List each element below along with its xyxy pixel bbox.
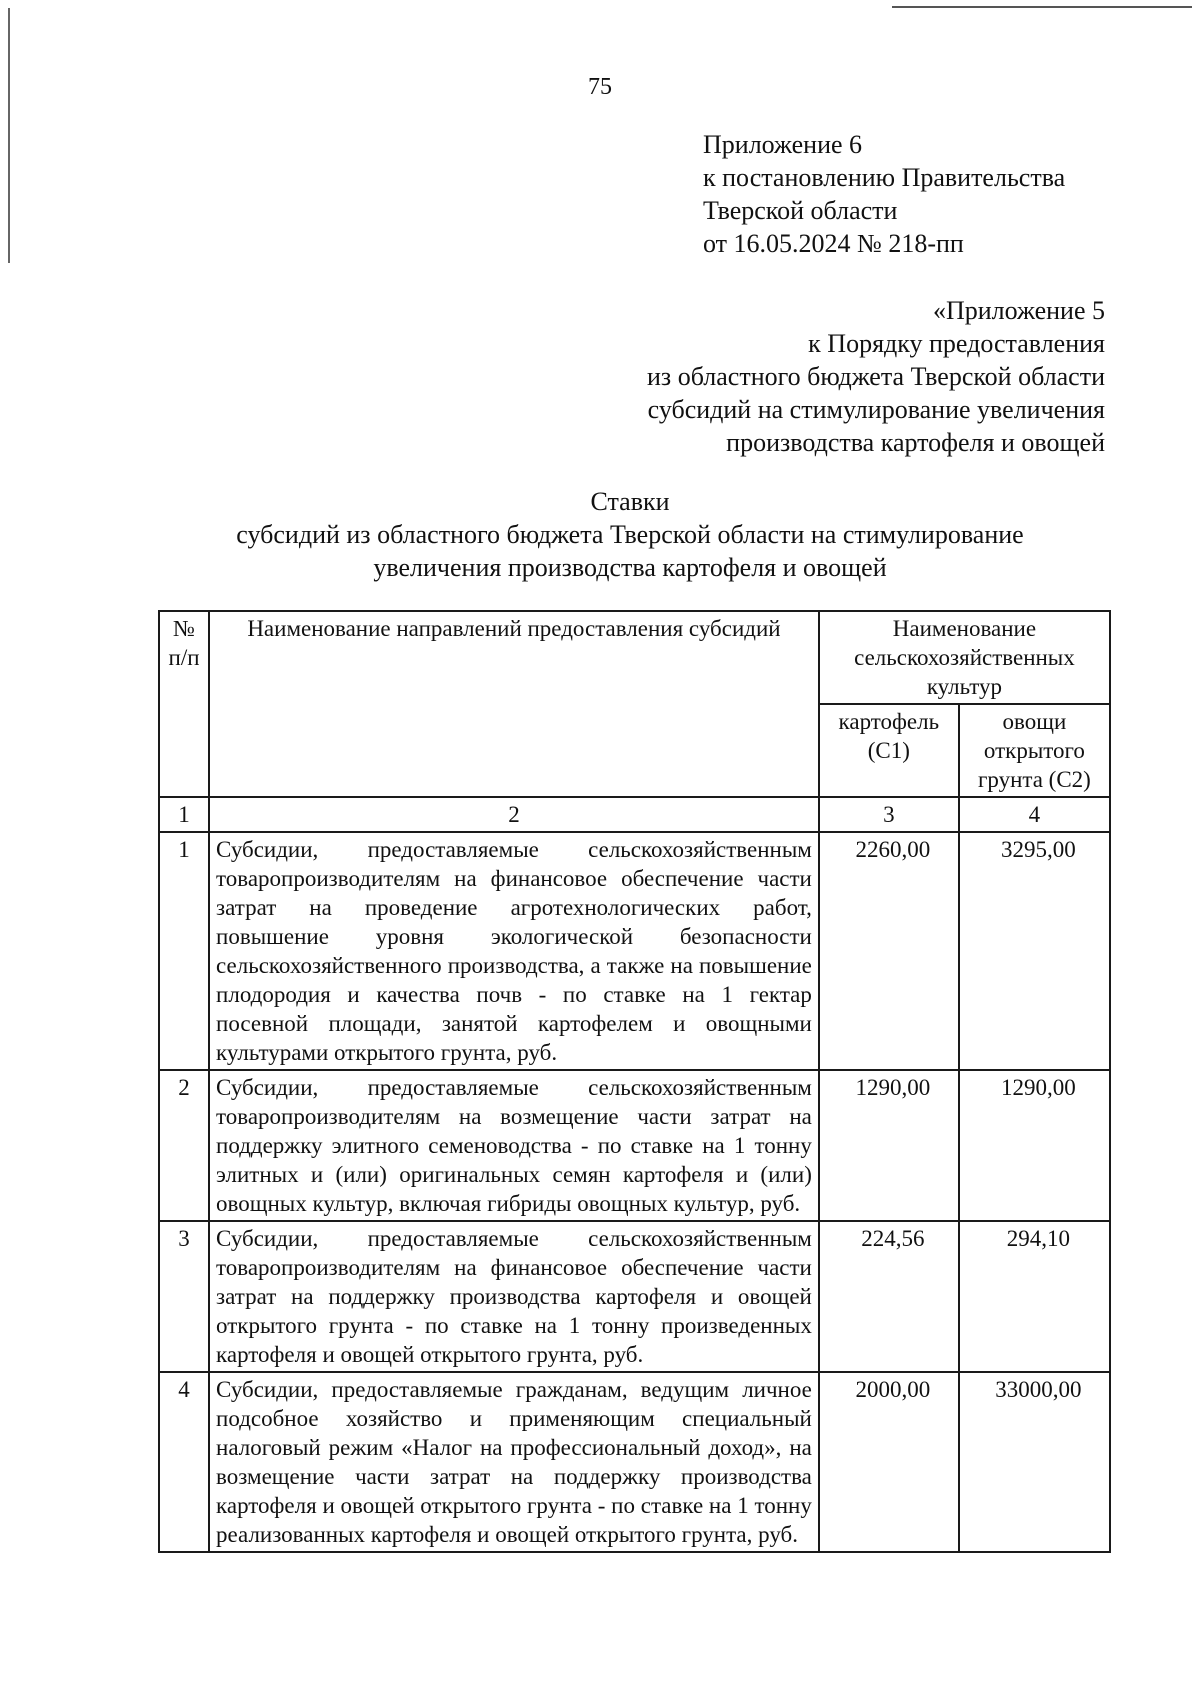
table-row [159,832,1110,1070]
title-line: субсидий из областного бюджета Тверской области на стимулирование [236,520,1024,549]
scan-edge-line [8,8,10,263]
row-vegetables-rate: 33000,00 [959,1372,1110,1552]
row-num: 4 [159,1372,209,1552]
quoted-appendix-header [647,294,1105,459]
index-cell: 4 [959,797,1110,832]
quoted-appendix-line: производства картофеля и овощей [726,428,1105,457]
table-row [159,1221,1110,1372]
row-num: 2 [159,1070,209,1221]
table-header-row [159,611,1110,704]
appendix-line: Тверской области [703,196,898,225]
table-index-row [159,797,1110,832]
row-text: Субсидии, предоставляемые сельскохозяйственным товаропроизводителям на финансовое обеспечение части затрат на поддержку производства картофеля и овощей открытого грунта - по ставке на 1 тонну произведенных картофеля и овощей открытого грунта, руб. [209,1221,819,1372]
index-cell: 2 [209,797,819,832]
title-line: Ставки [590,487,670,516]
row-text: Субсидии, предоставляемые сельскохозяйственным товаропроизводителям на возмещение части затрат на поддержку элитного семеноводства - по ставке на 1 тонну элитных и (или) оригинальных семян картофеля и (или) овощных культур, включая гибриды овощных культур, руб. [209,1070,819,1221]
row-potato-rate: 2000,00 [819,1372,959,1552]
table-row [159,1372,1110,1552]
row-text: Субсидии, предоставляемые сельскохозяйственным товаропроизводителям на финансовое обеспечение части затрат на проведение агротехнологических работ, повышение уровня экологической безопасности сельскохозяйственного производства, а также на повышение плодородия и качества почв - по ставке на 1 гектар посевной площади, занятой картофелем и овощными культурами открытого грунта, руб. [209,832,819,1070]
header-crops-group: Наименование сельскохозяйственных культур [819,611,1110,704]
row-num: 1 [159,832,209,1070]
appendix-line: к постановлению Правительства [703,163,1066,192]
row-potato-rate: 224,56 [819,1221,959,1372]
header-num: № п/п [159,611,209,797]
quoted-appendix-line: к Порядку предоставления [808,329,1105,358]
scan-edge-line [892,6,1192,8]
page-number: 75 [588,74,612,100]
row-vegetables-rate: 1290,00 [959,1070,1110,1221]
table-row [159,1070,1110,1221]
appendix-header [703,128,1065,260]
index-cell: 1 [159,797,209,832]
appendix-line: Приложение 6 [703,130,863,159]
row-vegetables-rate: 3295,00 [959,832,1110,1070]
quoted-appendix-line: «Приложение 5 [932,296,1105,325]
subsidy-rates-table [158,610,1111,1553]
row-text: Субсидии, предоставляемые гражданам, ведущим личное подсобное хозяйство и применяющим специальный налоговый режим «Налог на профессиональный доход», на возмещение части затрат на поддержку производства картофеля и овощей открытого грунта - по ставке на 1 тонну реализованных картофеля и овощей открытого грунта, руб. [209,1372,819,1552]
header-potato: картофель (С1) [819,704,959,797]
row-num: 3 [159,1221,209,1372]
header-direction: Наименование направлений предоставления субсидий [209,611,819,797]
row-potato-rate: 2260,00 [819,832,959,1070]
appendix-line: от 16.05.2024 № 218-пп [703,229,964,258]
row-potato-rate: 1290,00 [819,1070,959,1221]
document-title [0,485,1200,584]
header-vegetables: овощи открытого грунта (С2) [959,704,1110,797]
quoted-appendix-line: субсидий на стимулирование увеличения [647,395,1105,424]
quoted-appendix-line: из областного бюджета Тверской области [647,362,1105,391]
index-cell: 3 [819,797,959,832]
row-vegetables-rate: 294,10 [959,1221,1110,1372]
title-line: увеличения производства картофеля и овощей [373,553,887,582]
